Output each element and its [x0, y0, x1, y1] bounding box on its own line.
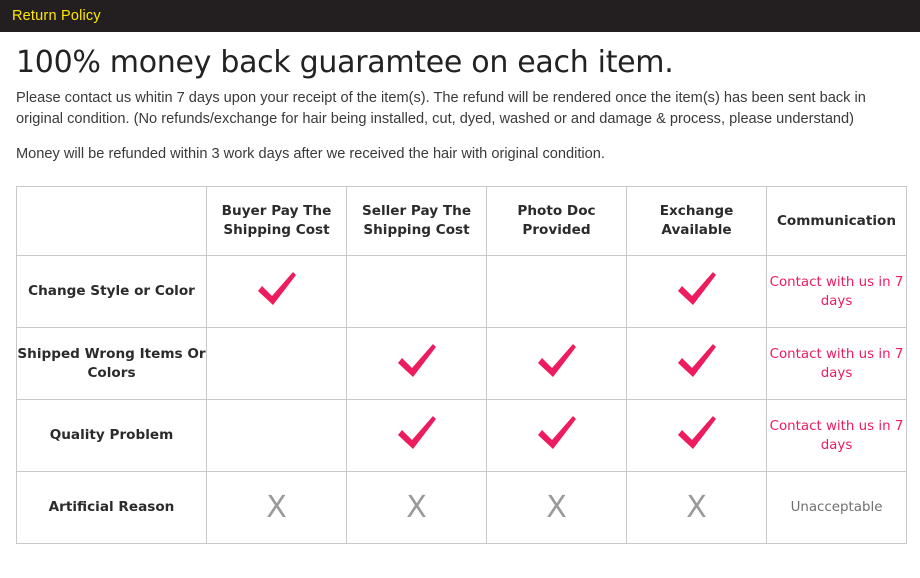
check-icon — [675, 341, 719, 381]
cell-communication: Contact with us in 7 days — [767, 256, 907, 328]
header-cell-blank — [17, 187, 207, 256]
x-icon: X — [406, 489, 427, 525]
check-icon — [395, 341, 439, 381]
cell-mark — [627, 400, 767, 472]
check-icon — [255, 269, 299, 309]
cell-mark — [627, 256, 767, 328]
table-body — [17, 256, 907, 544]
cell-mark — [487, 400, 627, 472]
cell-empty — [347, 256, 487, 328]
header-cell-buyer-pay: Buyer Pay The Shipping Cost — [207, 187, 347, 256]
cell-empty — [207, 328, 347, 400]
cell-communication: Unacceptable — [767, 472, 907, 544]
headline: 100% money back guaramtee on each item. — [16, 45, 674, 80]
check-icon — [675, 269, 719, 309]
cell-mark — [347, 472, 487, 544]
check-icon — [675, 413, 719, 453]
cell-empty — [207, 400, 347, 472]
content-body — [0, 45, 920, 544]
policy-paragraph-2: Money will be refunded within 3 work days after we received the hair with original condition. — [16, 146, 605, 162]
table-header — [17, 187, 907, 256]
row-label-shipped-wrong: Shipped Wrong Items Or Colors — [17, 328, 207, 400]
check-icon — [535, 413, 579, 453]
table-row — [17, 472, 907, 544]
row-label-change-style: Change Style or Color — [17, 256, 207, 328]
cell-communication: Contact with us in 7 days — [767, 328, 907, 400]
header-bar — [0, 0, 920, 32]
cell-empty — [487, 256, 627, 328]
x-icon: X — [266, 489, 287, 525]
cell-mark — [347, 328, 487, 400]
cell-mark — [207, 256, 347, 328]
row-label-artificial-reason: Artificial Reason — [17, 472, 207, 544]
cell-mark — [627, 328, 767, 400]
table-row — [17, 328, 907, 400]
check-icon — [535, 341, 579, 381]
cell-mark — [627, 472, 767, 544]
row-label-quality-problem: Quality Problem — [17, 400, 207, 472]
table-header-row — [17, 187, 907, 256]
cell-communication: Contact with us in 7 days — [767, 400, 907, 472]
table-row — [17, 400, 907, 472]
x-icon: X — [686, 489, 707, 525]
policy-paragraph-1: Please contact us whitin 7 days upon your receipt of the item(s). The refund will be rendered once the item(s) has been sent back in original condition. (No refunds/exchange for hair being installed, cut, dyed, washed or and damage & process, please understand) — [16, 90, 866, 127]
check-icon — [395, 413, 439, 453]
cell-mark — [207, 472, 347, 544]
cell-mark — [347, 400, 487, 472]
policy-table — [16, 186, 907, 544]
cell-mark — [487, 328, 627, 400]
x-icon: X — [546, 489, 567, 525]
table-row — [17, 256, 907, 328]
header-cell-exchange: Exchange Available — [627, 187, 767, 256]
header-cell-photo-doc: Photo Doc Provided — [487, 187, 627, 256]
header-cell-communication: Communication — [767, 187, 907, 256]
cell-mark — [487, 472, 627, 544]
page-title: Return Policy — [12, 8, 101, 24]
header-cell-seller-pay: Seller Pay The Shipping Cost — [347, 187, 487, 256]
